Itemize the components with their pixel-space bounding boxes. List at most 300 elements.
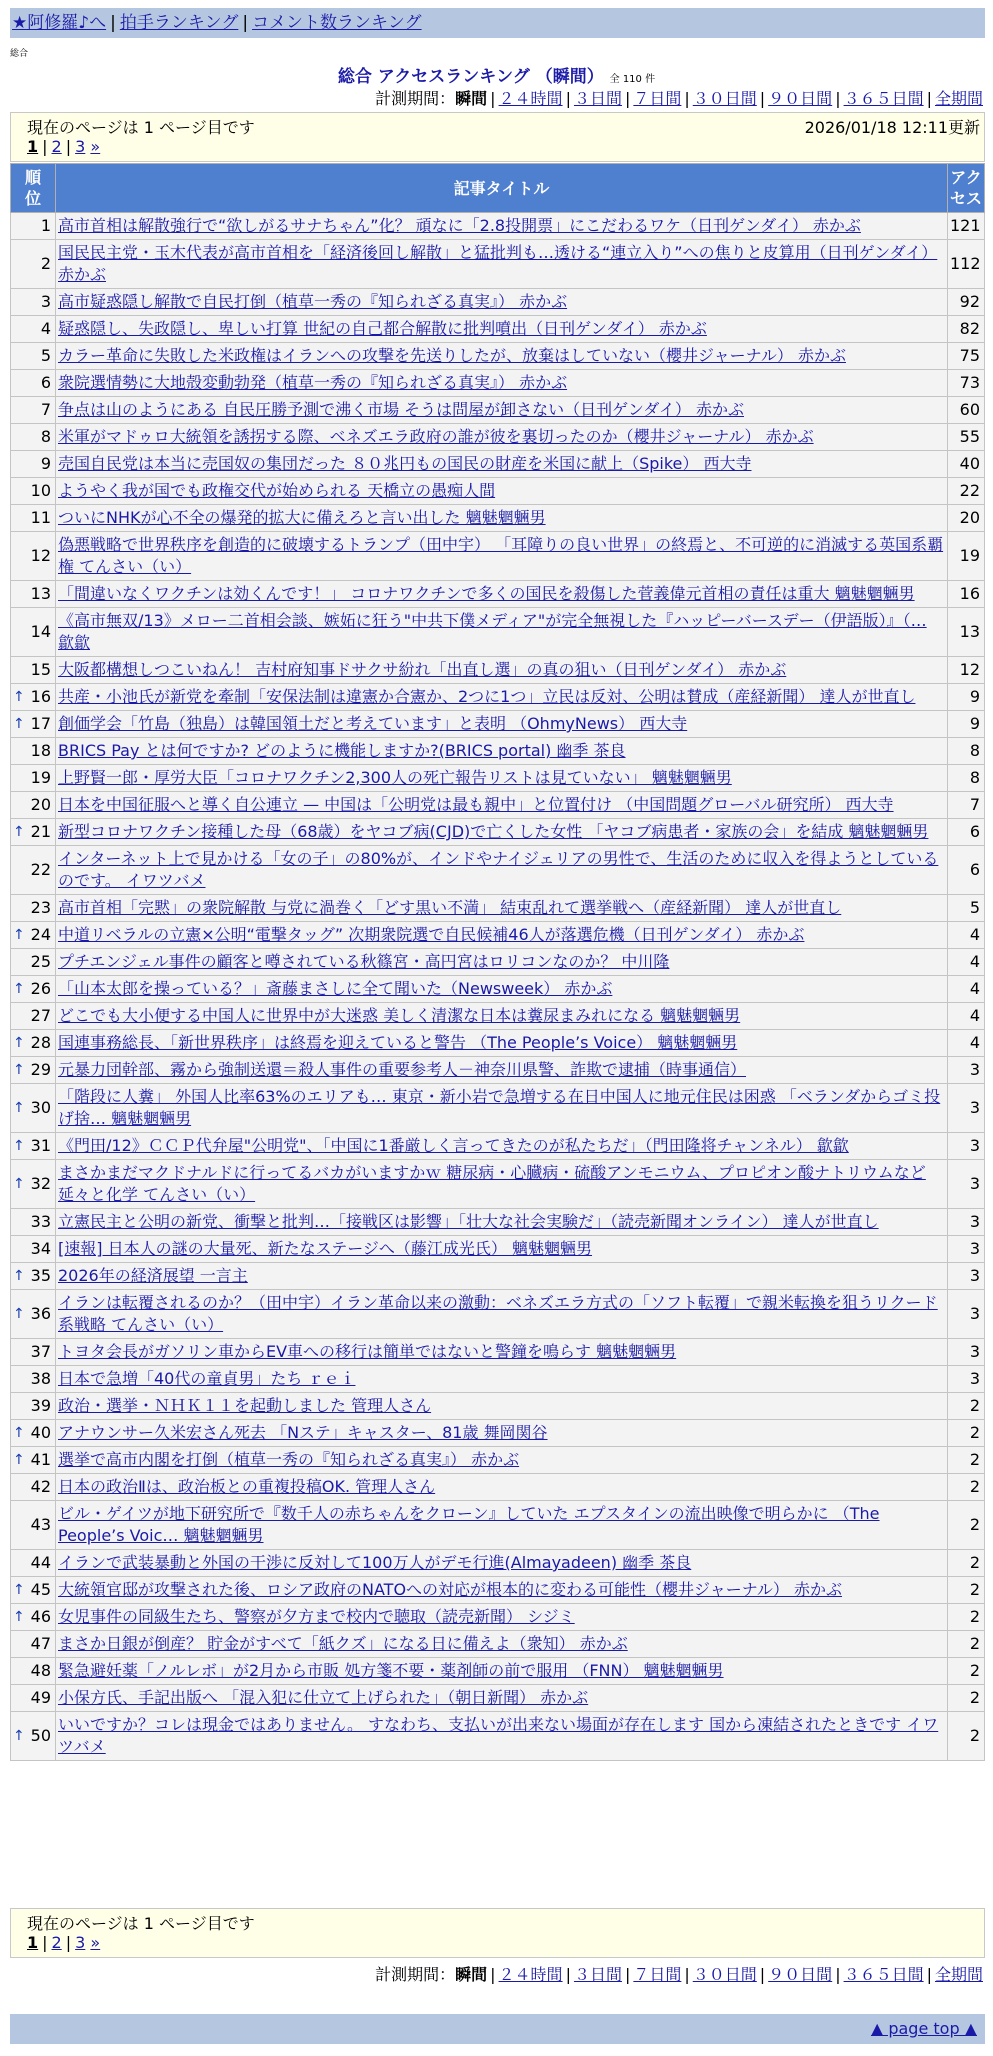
access-count: 9 [948,711,985,738]
title-cell [56,1263,948,1290]
article-link[interactable]: 「山本太郎を操っている？」斎藤まさしに全て聞いた（Newsweek） 赤かぶ [58,979,613,998]
rank-number: 12 [30,546,51,565]
period-link[interactable]: ２４時間 [498,1965,563,1984]
article-link[interactable]: 女児事件の同級生たち、警察が夕方まで校内で聴取（読売新聞） シジミ [58,1607,575,1626]
title-cell [56,581,948,608]
table-row [11,1084,985,1133]
page-info-bottom [10,1908,985,1958]
rank-number: 16 [30,687,51,706]
page-info-top [10,112,985,162]
article-link[interactable]: 「間違いなくワクチンは効くんです！」 コロナワクチンで多くの国民を殺傷した菅義偉元首相の責任は重大 魑魅魍魎男 [58,584,915,603]
period-link[interactable]: ９０日間 [768,1965,833,1984]
rank-number: 47 [30,1634,51,1653]
article-link[interactable]: 米軍がマドゥロ大統領を誘拐する際、ベネズエラ政府の誰が彼を裏切ったのか（櫻井ジャーナル） 赤かぶ [58,427,814,446]
rank-number: 4 [40,319,51,338]
rank-number: 38 [30,1369,51,1388]
table-row [11,738,985,765]
rank-number: 39 [30,1396,51,1415]
rank-number: 50 [30,1726,51,1745]
rank-up-icon: ↑ [13,1176,25,1192]
rank-cell [11,1420,56,1447]
title-cell [56,1366,948,1393]
article-link[interactable]: 新型コロナワクチン接種した母（68歳）をヤコブ病(CJD)で亡くした女性 「ヤコブ病患者・家族の会」を結成 魑魅魍魎男 [58,822,929,841]
article-link[interactable]: 日本を中国征服へと導く自公連立 — 中国は「公明党は最も親中」と位置付け （中国問題グローバル研究所） 西大寺 [58,795,894,814]
article-link[interactable]: カラー革命に失敗した米政権はイランへの攻撃を先送りしたが、放棄はしていない（櫻井ジャーナル） 赤かぶ [58,346,846,365]
rank-number: 41 [30,1450,51,1469]
article-link[interactable]: ようやく我が国でも政権交代が始められる 天橋立の愚痴人間 [58,481,496,500]
page-link[interactable]: 2 [51,137,62,156]
table-row [11,316,985,343]
page-title [0,62,993,87]
table-row [11,1501,985,1550]
article-link[interactable]: 上野賢一郎・厚労大臣「コロナワクチン2,300人の死亡報告リストは見ていない」 魑魅魍魎男 [58,768,732,787]
table-row [11,1420,985,1447]
period-separator: | [565,89,571,108]
rank-number: 33 [30,1212,51,1231]
table-row [11,532,985,581]
rank-up-icon: ↑ [13,716,25,732]
rank-cell [11,608,56,657]
rank-cell [11,1447,56,1474]
access-count: 8 [948,738,985,765]
access-count: 3 [948,1290,985,1339]
period-separator: | [759,89,766,108]
article-link[interactable]: 争点は山のようにある 自民圧勝予測で沸く市場 そうは問屋が卸さない（日刊ゲンダイ） 赤かぶ [58,400,744,419]
title-cell [56,1339,948,1366]
rank-cell [11,895,56,922]
title-cell [56,738,948,765]
title-cell [56,1057,948,1084]
title-cell [56,819,948,846]
rank-number: 13 [30,584,51,603]
table-row [11,478,985,505]
period-link[interactable]: ３０日間 [692,89,757,108]
article-link[interactable]: 高市首相は解散強行で“欲しがるサナちゃん”化？ 頑なに「2.8投開票」にこだわるワケ（日刊ゲンダイ） 赤かぶ [58,216,861,235]
period-link[interactable]: ３日間 [573,1965,622,1984]
article-link[interactable]: まさか日銀が倒産？ 貯金がすべて「紙クズ」になる日に備えよ（衆知） 赤かぶ [58,1634,628,1653]
access-count: 3 [948,1366,985,1393]
period-separator: | [684,1965,690,1984]
rank-cell [11,424,56,451]
rank-number: 29 [30,1060,51,1079]
article-link[interactable]: 売国自民党は本当に売国奴の集団だった ８０兆円もの国民の財産を米国に献上（Spike） 西大寺 [58,454,752,473]
title-cell [56,424,948,451]
title-cell [56,289,948,316]
access-count: 3 [948,1263,985,1290]
rank-up-icon: ↑ [13,927,25,943]
rank-cell [11,1263,56,1290]
rank-cell [11,1474,56,1501]
title-header: 記事タイトル [56,164,948,213]
title-cell [56,316,948,343]
title-cell [56,684,948,711]
rank-cell [11,316,56,343]
access-count: 92 [948,289,985,316]
period-separator: | [490,1965,496,1984]
access-count: 2 [948,1550,985,1577]
period-link[interactable]: ３６５日間 [843,1965,924,1984]
rank-cell [11,949,56,976]
rank-cell [11,1236,56,1263]
pagination [27,137,100,156]
access-count: 3 [948,1133,985,1160]
article-link[interactable]: 「階段に人糞」 外国人比率63%のエリアも… 東京・新小岩で急増する在日中国人に地元住民は困惑 「ベランダからゴミ投げ捨… 魑魅魍魎男 [58,1087,941,1128]
title-cell [56,1631,948,1658]
article-link[interactable]: 日本の政治Ⅱは、政治板との重複投稿OK. 管理人さん [58,1477,436,1496]
rank-cell [11,1604,56,1631]
period-current: 瞬間 [455,89,488,108]
table-row [11,1133,985,1160]
table-row [11,765,985,792]
article-link[interactable]: [速報] 日本人の謎の大量死、新たなステージへ（藤江成光氏） 魑魅魍魎男 [58,1239,593,1258]
period-link[interactable]: 全期間 [934,89,983,108]
nav-separator: | [110,13,116,33]
access-count: 3 [948,1057,985,1084]
title-cell [56,1393,948,1420]
rank-number: 9 [40,454,51,473]
access-count: 2 [948,1712,985,1761]
rank-cell [11,1685,56,1712]
rank-up-icon: ↑ [13,1035,25,1051]
rank-number: 31 [30,1136,51,1155]
table-row [11,581,985,608]
article-link[interactable]: 国連事務総長、「新世界秩序」は終焉を迎えていると警告 （The People’s Voice） 魑魅魍魎男 [58,1033,738,1052]
rank-number: 30 [30,1098,51,1117]
table-row [11,1057,985,1084]
next-page-link[interactable]: » [90,1933,101,1952]
access-count: 6 [948,819,985,846]
rank-cell [11,478,56,505]
pager-separator: | [42,1933,48,1952]
rank-cell [11,684,56,711]
article-link[interactable]: 小保方氏、手記出版へ 「混入犯に仕立て上げられた」（朝日新聞） 赤かぶ [58,1688,589,1707]
period-separator: | [490,89,496,108]
title-cell [56,213,948,240]
article-link[interactable]: 中道リベラルの立憲×公明“電撃タッグ” 次期衆院選で自民候補46人が落選危機（日刊ゲンダイ） 赤かぶ [58,925,805,944]
rank-cell [11,819,56,846]
table-row [11,240,985,289]
page-link[interactable]: 2 [51,1933,62,1952]
period-link[interactable]: ９０日間 [768,89,833,108]
table-header-row [11,164,985,213]
table-row [11,819,985,846]
title-cell [56,343,948,370]
rank-number: 19 [30,768,51,787]
rank-cell [11,1290,56,1339]
table-row [11,1393,985,1420]
title-cell [56,1604,948,1631]
rank-cell [11,1209,56,1236]
rank-number: 25 [30,952,51,971]
title-cell [56,657,948,684]
period-link[interactable]: ３０日間 [692,1965,757,1984]
access-count: 9 [948,684,985,711]
title-cell [56,1658,948,1685]
article-link[interactable]: BRICS Pay とは何ですか? どのように機能しますか?(BRICS portal) 幽季 茶良 [58,741,626,760]
table-row [11,895,985,922]
rank-header: 順位 [11,164,56,213]
article-link[interactable]: 国民民主党・玉木代表が高市首相を「経済後回し解散」と猛批判も…透ける“連立入り”への焦りと皮算用（日刊ゲンダイ） 赤かぶ [58,243,938,284]
next-page-link[interactable]: » [90,137,101,156]
article-link[interactable]: ついにNHKが心不全の爆発的拡大に備えろと言い出した 魑魅魍魎男 [58,508,546,527]
access-count: 40 [948,451,985,478]
access-count: 73 [948,370,985,397]
rank-number: 6 [40,373,51,392]
pager-separator: | [65,137,72,156]
rank-cell [11,505,56,532]
title-cell [56,370,948,397]
title-cell [56,1030,948,1057]
rank-cell [11,1501,56,1550]
table-row [11,711,985,738]
rank-number: 43 [30,1515,51,1534]
title-cell [56,1084,948,1133]
title-cell [56,1685,948,1712]
article-link[interactable]: 立憲民主と公明の新党、衝撃と批判…「接戦区は影響」「壮大な社会実験だ」（読売新聞オンライン） 達人が世直し [58,1212,879,1231]
access-count: 112 [948,240,985,289]
rank-number: 27 [30,1006,51,1025]
title-cell [56,608,948,657]
access-count: 2 [948,1474,985,1501]
period-link[interactable]: ３日間 [573,89,622,108]
pagination [27,1933,100,1952]
comment-ranking-link[interactable]: コメント数ランキング [252,13,422,33]
access-count: 4 [948,922,985,949]
rank-cell [11,240,56,289]
title-cell [56,1003,948,1030]
period-separator: | [684,89,690,108]
article-link[interactable]: 《門田/12》ＣＣＰ代弁屋"公明党"、「中国に1番厳しく言ってきたのが私たちだ」（門田隆将チャンネル） 歙歙 [58,1136,849,1155]
nav-separator: | [242,13,249,33]
rank-number: 48 [30,1661,51,1680]
access-count: 5 [948,895,985,922]
clap-ranking-link[interactable]: 拍手ランキング [119,13,239,33]
access-count: 60 [948,397,985,424]
rank-cell [11,711,56,738]
rank-cell [11,289,56,316]
article-link[interactable]: 日本で急増「40代の童貞男」たち ｒｅｉ [58,1369,356,1388]
rank-cell [11,1003,56,1030]
rank-number: 23 [30,898,51,917]
pager-separator: | [42,137,48,156]
period-label: 計測期間： [375,1965,456,1984]
rank-number: 17 [30,714,51,733]
title-cell [56,846,948,895]
article-link[interactable]: 《高市無双/13》メロー二首相会談、嫉妬に狂う"中共下僕メディア"が完全無視した『ハッピーバースデー（伊語版）』（… 歙歙 [58,611,927,652]
rank-number: 49 [30,1688,51,1707]
table-row [11,1658,985,1685]
rank-number: 21 [30,822,51,841]
rank-number: 26 [30,979,51,998]
table-row [11,1290,985,1339]
title-cell [56,765,948,792]
rank-up-icon: ↑ [13,1138,25,1154]
rank-up-icon: ↑ [13,1100,25,1116]
article-link[interactable]: アナウンサー久米宏さん死去 「Nステ」キャスター、81歳 舞岡関谷 [58,1423,548,1442]
table-row [11,1577,985,1604]
access-count: 2 [948,1658,985,1685]
rank-number: 24 [30,925,51,944]
article-link[interactable]: ビル・ゲイツが地下研究所で『数千人の赤ちゃんをクローン』していた エプスタインの流出映像で明らかに （The People’s Voic… 魑魅魍魎男 [58,1504,880,1545]
table-row [11,792,985,819]
article-link[interactable]: 2026年の経済展望 一言主 [58,1266,248,1285]
rank-up-icon: ↑ [13,1425,25,1441]
ranking-table [10,163,985,1761]
title-cell [56,895,948,922]
rank-cell [11,1339,56,1366]
rank-up-icon: ↑ [13,1268,25,1284]
rank-cell [11,213,56,240]
table-row [11,1003,985,1030]
title-cell [56,922,948,949]
title-cell [56,1420,948,1447]
title-cell [56,1236,948,1263]
rank-number: 44 [30,1553,51,1572]
article-link[interactable]: 共産・小池氏が新党を牽制「安保法制は違憲か合憲か、2つに1つ」立民は反対、公明は賛成（産経新聞） 達人が世直し [58,687,916,706]
access-count: 2 [948,1393,985,1420]
access-count: 4 [948,1003,985,1030]
table-row [11,505,985,532]
title-cell [56,792,948,819]
article-link[interactable]: イランで武装暴動と外国の干渉に反対して100万人がデモ行進(Almayadeen) 幽季 茶良 [58,1553,692,1572]
rank-up-icon: ↑ [13,689,25,705]
total-count: 全 110 件 [609,74,656,85]
article-link[interactable]: プチエンジェル事件の顧客と噂されている秋篠宮・高円宮はロリコンなのか？ 中川隆 [58,952,670,971]
current-page-number: 1 [27,1933,39,1952]
article-link[interactable]: 選挙で高市内閣を打倒（植草一秀の『知られざる真実』） 赤かぶ [58,1450,520,1469]
period-separator: | [926,89,932,108]
rank-cell [11,1030,56,1057]
title-cell [56,1577,948,1604]
update-timestamp: 2026/01/18 12:11更新 [804,118,980,137]
page-top-link[interactable]: ▲ page top ▲ [870,2019,977,2038]
rank-up-icon: ↑ [13,1728,25,1744]
rank-number: 22 [30,860,51,879]
table-row [11,289,985,316]
access-count: 16 [948,581,985,608]
table-row [11,1160,985,1209]
article-link[interactable]: まさかまだマクドナルドに行ってるバカがいますかｗ 糖尿病・心臓病・硫酸アンモニウム、プロピオン酸ナトリウムなど延々と化学 てんさい（い） [58,1163,926,1204]
title-cell [56,1501,948,1550]
article-link[interactable]: 緊急避妊薬「ノルレボ」が2月から市販 処方箋不要・薬剤師の前で服用 （FNN） 魑魅魍魎男 [58,1661,724,1680]
period-link[interactable]: ３６５日間 [843,89,924,108]
article-link[interactable]: 大統領官邸が攻撃された後、ロシア政府のNATOへの対応が根本的に変わる可能性（櫻井ジャーナル） 赤かぶ [58,1580,843,1599]
access-count: 22 [948,478,985,505]
title-cell [56,1550,948,1577]
footer-bar [10,2014,985,2044]
rank-cell [11,1084,56,1133]
table-row [11,370,985,397]
access-count: 75 [948,343,985,370]
rank-number: 45 [30,1580,51,1599]
rank-cell [11,1057,56,1084]
period-link[interactable]: ７日間 [633,89,682,108]
table-row [11,657,985,684]
article-link[interactable]: インターネット上で見かける「女の子」の80%が、インドやナイジェリアの男性で、生活のために収入を得ようとしているのです。 イワツバメ [58,849,939,890]
access-count: 20 [948,505,985,532]
article-link[interactable]: 大阪都構想しつこいねん！ 吉村府知事ドサクサ紛れ「出直し選」の真の狙い（日刊ゲンダイ） 赤かぶ [58,660,787,679]
table-row [11,1339,985,1366]
access-count: 2 [948,1604,985,1631]
access-header: アクセス [948,164,985,213]
table-row [11,1685,985,1712]
access-count: 13 [948,608,985,657]
table-row [11,608,985,657]
period-link[interactable]: 全期間 [934,1965,983,1984]
table-row [11,1236,985,1263]
rank-cell [11,1577,56,1604]
title-cell [56,505,948,532]
article-link[interactable]: どこでも大小便する中国人に世界中が大迷惑 美しく清潔な日本は糞尿まみれになる 魑魅魍魎男 [58,1006,741,1025]
period-link[interactable]: ７日間 [633,1965,682,1984]
article-link[interactable]: 政治・選挙・ＮＨＫ１１を起動しました 管理人さん [58,1396,432,1415]
table-row [11,1447,985,1474]
rank-up-icon: ↑ [13,1062,25,1078]
home-link[interactable]: ★阿修羅♪へ [12,13,107,33]
rank-number: 15 [30,660,51,679]
access-count: 2 [948,1685,985,1712]
access-count: 121 [948,213,985,240]
table-row [11,1030,985,1057]
rank-cell [11,1631,56,1658]
period-separator: | [835,1965,841,1984]
access-count: 2 [948,1447,985,1474]
access-count: 2 [948,1577,985,1604]
table-row [11,1209,985,1236]
table-row [11,949,985,976]
title-cell [56,1290,948,1339]
page-link[interactable]: 3 [75,137,86,156]
article-link[interactable]: 高市疑惑隠し解散で自民打倒（植草一秀の『知られざる真実』） 赤かぶ [58,292,568,311]
rank-cell [11,581,56,608]
access-count: 2 [948,1420,985,1447]
title-cell [56,1447,948,1474]
access-count: 82 [948,316,985,343]
page-link[interactable]: 3 [75,1933,86,1952]
rank-number: 40 [30,1423,51,1442]
article-link[interactable]: 疑惑隠し、失政隠し、卑しい打算 世紀の自己都合解散に批判噴出（日刊ゲンダイ） 赤かぶ [58,319,707,338]
article-link[interactable]: イランは転覆されるのか？（田中宇）イラン革命以来の激動：ベネズエラ方式の「ソフト転覆」で親米転換を狙うリクード系戦略 てんさい（い） [58,1293,938,1334]
period-link[interactable]: ２４時間 [498,89,563,108]
rank-cell [11,976,56,1003]
rank-cell [11,370,56,397]
rank-cell [11,1393,56,1420]
period-separator: | [565,1965,571,1984]
article-link[interactable]: いいですか？コレは現金ではありません。 すなわち、支払いが出来ない場面が存在します 国から凍結されたときです イワツバメ [58,1715,939,1756]
title-cell [56,532,948,581]
rank-number: 35 [30,1266,51,1285]
rank-number: 2 [40,254,51,273]
article-link[interactable]: トヨタ会長がガソリン車からEV車への移行は簡単ではないと警鐘を鳴らす 魑魅魍魎男 [58,1342,677,1361]
title-cell [56,397,948,424]
title-cell [56,1160,948,1209]
rank-cell [11,738,56,765]
article-link[interactable]: 創価学会「竹島（独島）は韓国領土だと考えています」と表明 （OhmyNews） 西大寺 [58,714,688,733]
access-count: 3 [948,1209,985,1236]
article-link[interactable]: 元暴力団幹部、霧から強制送還＝殺人事件の重要参考人－神奈川県警、詐欺で逮捕（時事通信） [58,1060,747,1079]
article-link[interactable]: 衆院選情勢に大地殻変動勃発（植草一秀の『知られざる真実』） 赤かぶ [58,373,568,392]
table-row [11,1366,985,1393]
title-cell [56,451,948,478]
title-cell [56,478,948,505]
rank-up-icon: ↑ [13,1609,25,1625]
rank-number: 37 [30,1342,51,1361]
article-link[interactable]: 偽悪戦略で世界秩序を創造的に破壊するトランプ（田中宇） 「耳障りの良い世界」の終焉と、不可逆的に消滅する英国系覇権 てんさい（い） [58,535,944,576]
access-count: 3 [948,1160,985,1209]
title-cell [56,949,948,976]
article-link[interactable]: 高市首相「完黙」の衆院解散 与党に渦巻く「どす黒い不満」 結束乱れて選挙戦へ（産経新聞） 達人が世直し [58,898,842,917]
access-count: 3 [948,1339,985,1366]
